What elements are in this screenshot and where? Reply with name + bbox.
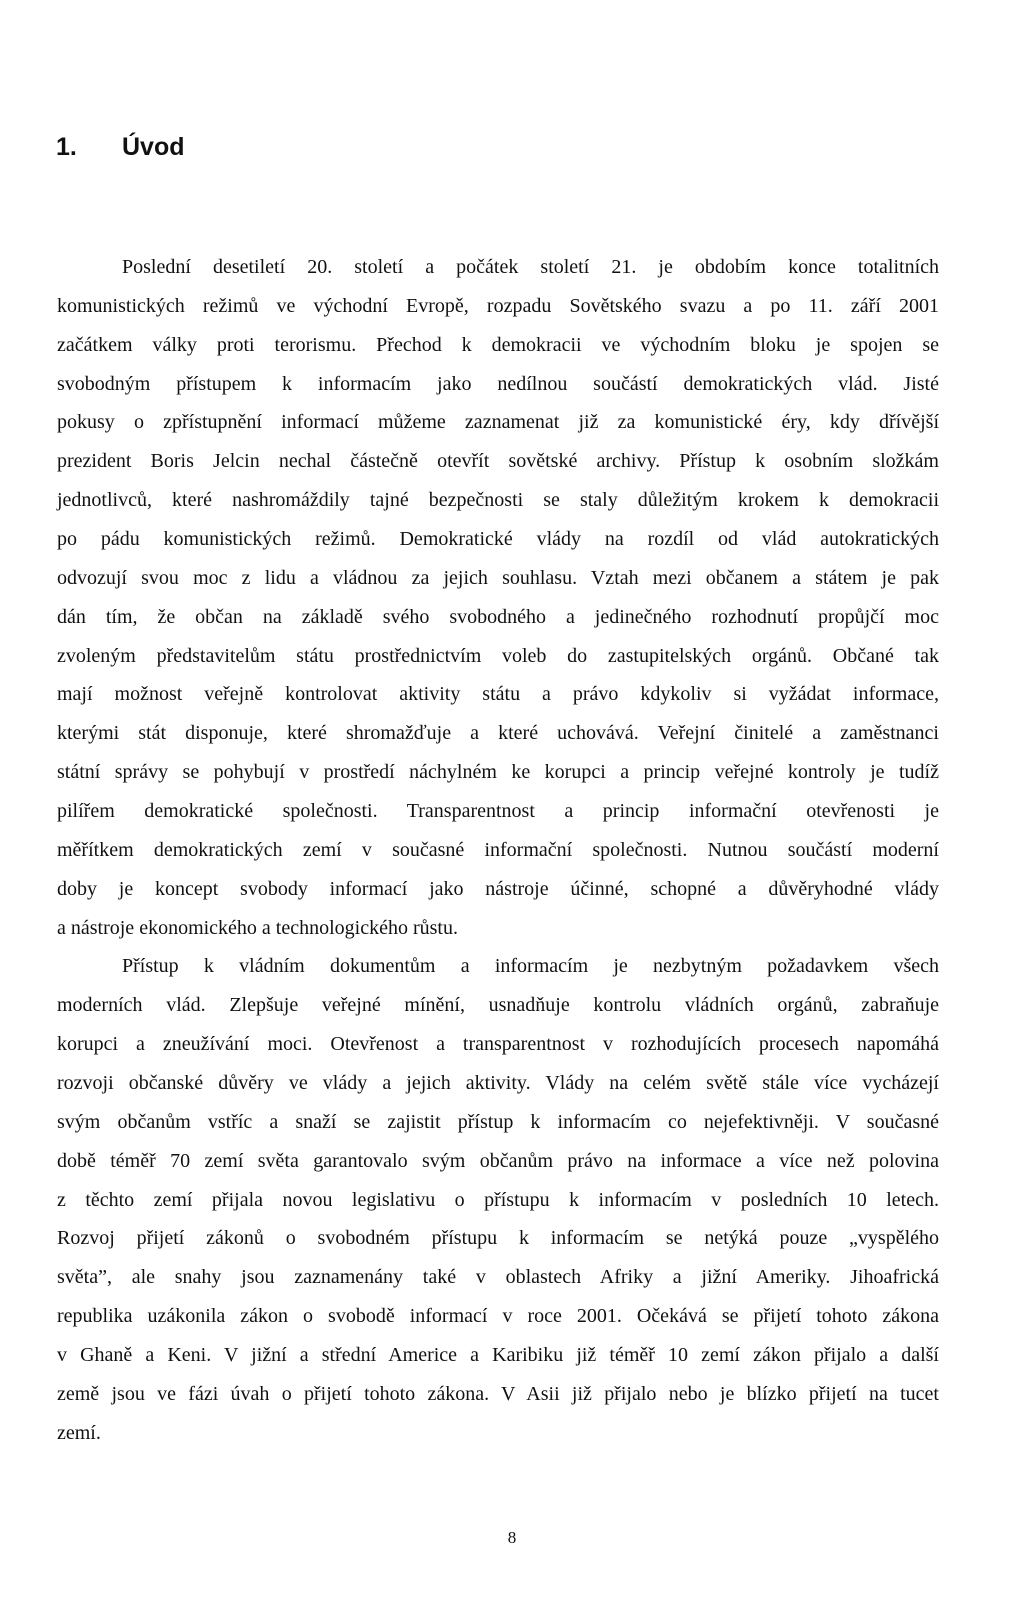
- text-line: měřítkem demokratických zemí v současné informační společnosti. Nutnou součástí moderní: [57, 838, 939, 861]
- text-line: světa”, ale snahy jsou zaznamenány také v oblastech Afriky a jižní Ameriky. Jihoafrická: [57, 1266, 939, 1289]
- text-line: Rozvoj přijetí zákonů o svobodném přístupu k informacím se netýká pouze „vyspělého: [57, 1227, 939, 1250]
- text-line: a nástroje ekonomického a technologického růstu.: [57, 916, 458, 939]
- text-line: v Ghaně a Keni. V jižní a střední Americe a Karibiku již téměř 10 zemí zákon přijalo a další: [57, 1344, 939, 1367]
- text-line: moderních vlád. Zlepšuje veřejné mínění, usnadňuje kontrolu vládních orgánů, zabraňuje: [57, 994, 939, 1017]
- section-title: Úvod: [122, 133, 185, 161]
- text-line: z těchto zemí přijala novou legislativu o přístupu k informacím v posledních 10 letech.: [57, 1188, 939, 1211]
- text-line: pilířem demokratické společnosti. Transparentnost a princip informační otevřenosti je: [57, 800, 939, 823]
- text-line: pokusy o zpřístupnění informací můžeme zaznamenat již za komunistické éry, kdy dřívější: [57, 411, 939, 434]
- text-line: Poslední desetiletí 20. století a počátek století 21. je obdobím konce totalitních: [122, 256, 939, 278]
- section-number: 1.: [56, 133, 77, 161]
- text-line: prezident Boris Jelcin nechal částečně otevřít sovětské archivy. Přístup k osobním složkám: [57, 450, 939, 473]
- text-line: korupci a zneužívání moci. Otevřenost a transparentnost v rozhodujících procesech napomáhá: [57, 1033, 939, 1056]
- text-line: po pádu komunistických režimů. Demokratické vlády na rozdíl od vlád autokratických: [57, 528, 939, 551]
- text-line: odvozují svou moc z lidu a vládnou za jejich souhlasu. Vztah mezi občanem a státem je pak: [57, 566, 939, 589]
- text-line: komunistických režimů ve východní Evropě, rozpadu Sovětského svazu a po 11. září 2001: [57, 294, 939, 317]
- text-line: jednotlivců, které nashromáždily tajné bezpečnosti se staly důležitým krokem k demokracii: [57, 489, 939, 512]
- text-line: zemí.: [57, 1421, 101, 1444]
- text-line: Přístup k vládním dokumentům a informacím je nezbytným požadavkem všech: [122, 955, 939, 978]
- page-number: 8: [507, 1528, 517, 1547]
- text-line: svobodným přístupem k informacím jako nedílnou součástí demokratických vlád. Jisté: [57, 372, 939, 395]
- body-text: [57, 248, 939, 1453]
- text-line: kterými stát disponuje, které shromažďuje a které uchovává. Veřejní činitelé a zaměstnanci: [57, 722, 939, 745]
- text-line: republika uzákonila zákon o svobodě informací v roce 2001. Očekává se přijetí tohoto zákona: [57, 1305, 939, 1328]
- text-line: doby je koncept svobody informací jako nástroje účinné, schopné a důvěryhodné vlády: [57, 877, 939, 900]
- text-line: rozvoji občanské důvěry ve vlády a jejich aktivity. Vlády na celém světě stále více vycházejí: [57, 1072, 939, 1095]
- text-line: dán tím, že občan na základě svého svobodného a jedinečného rozhodnutí propůjčí moc: [57, 605, 939, 628]
- text-line: mají možnost veřejně kontrolovat aktivity státu a právo kdykoliv si vyžádat informace,: [57, 683, 939, 706]
- text-line: svým občanům vstříc a snaží se zajistit přístup k informacím co nejefektivněji. V současné: [57, 1110, 939, 1133]
- text-line: době téměř 70 zemí světa garantovalo svým občanům právo na informace a více než polovina: [57, 1149, 939, 1172]
- text-line: zvoleným představitelům státu prostřednictvím voleb do zastupitelských orgánů. Občané tak: [57, 644, 939, 667]
- text-line: začátkem války proti terorismu. Přechod k demokracii ve východním bloku je spojen se: [57, 333, 939, 356]
- text-line: země jsou ve fázi úvah o přijetí tohoto zákona. V Asii již přijalo nebo je blízko přijetí na tucet: [57, 1382, 939, 1405]
- section-heading: [56, 132, 185, 162]
- text-line: státní správy se pohybují v prostředí náchylném ke korupci a princip veřejné kontroly je tudíž: [57, 761, 939, 784]
